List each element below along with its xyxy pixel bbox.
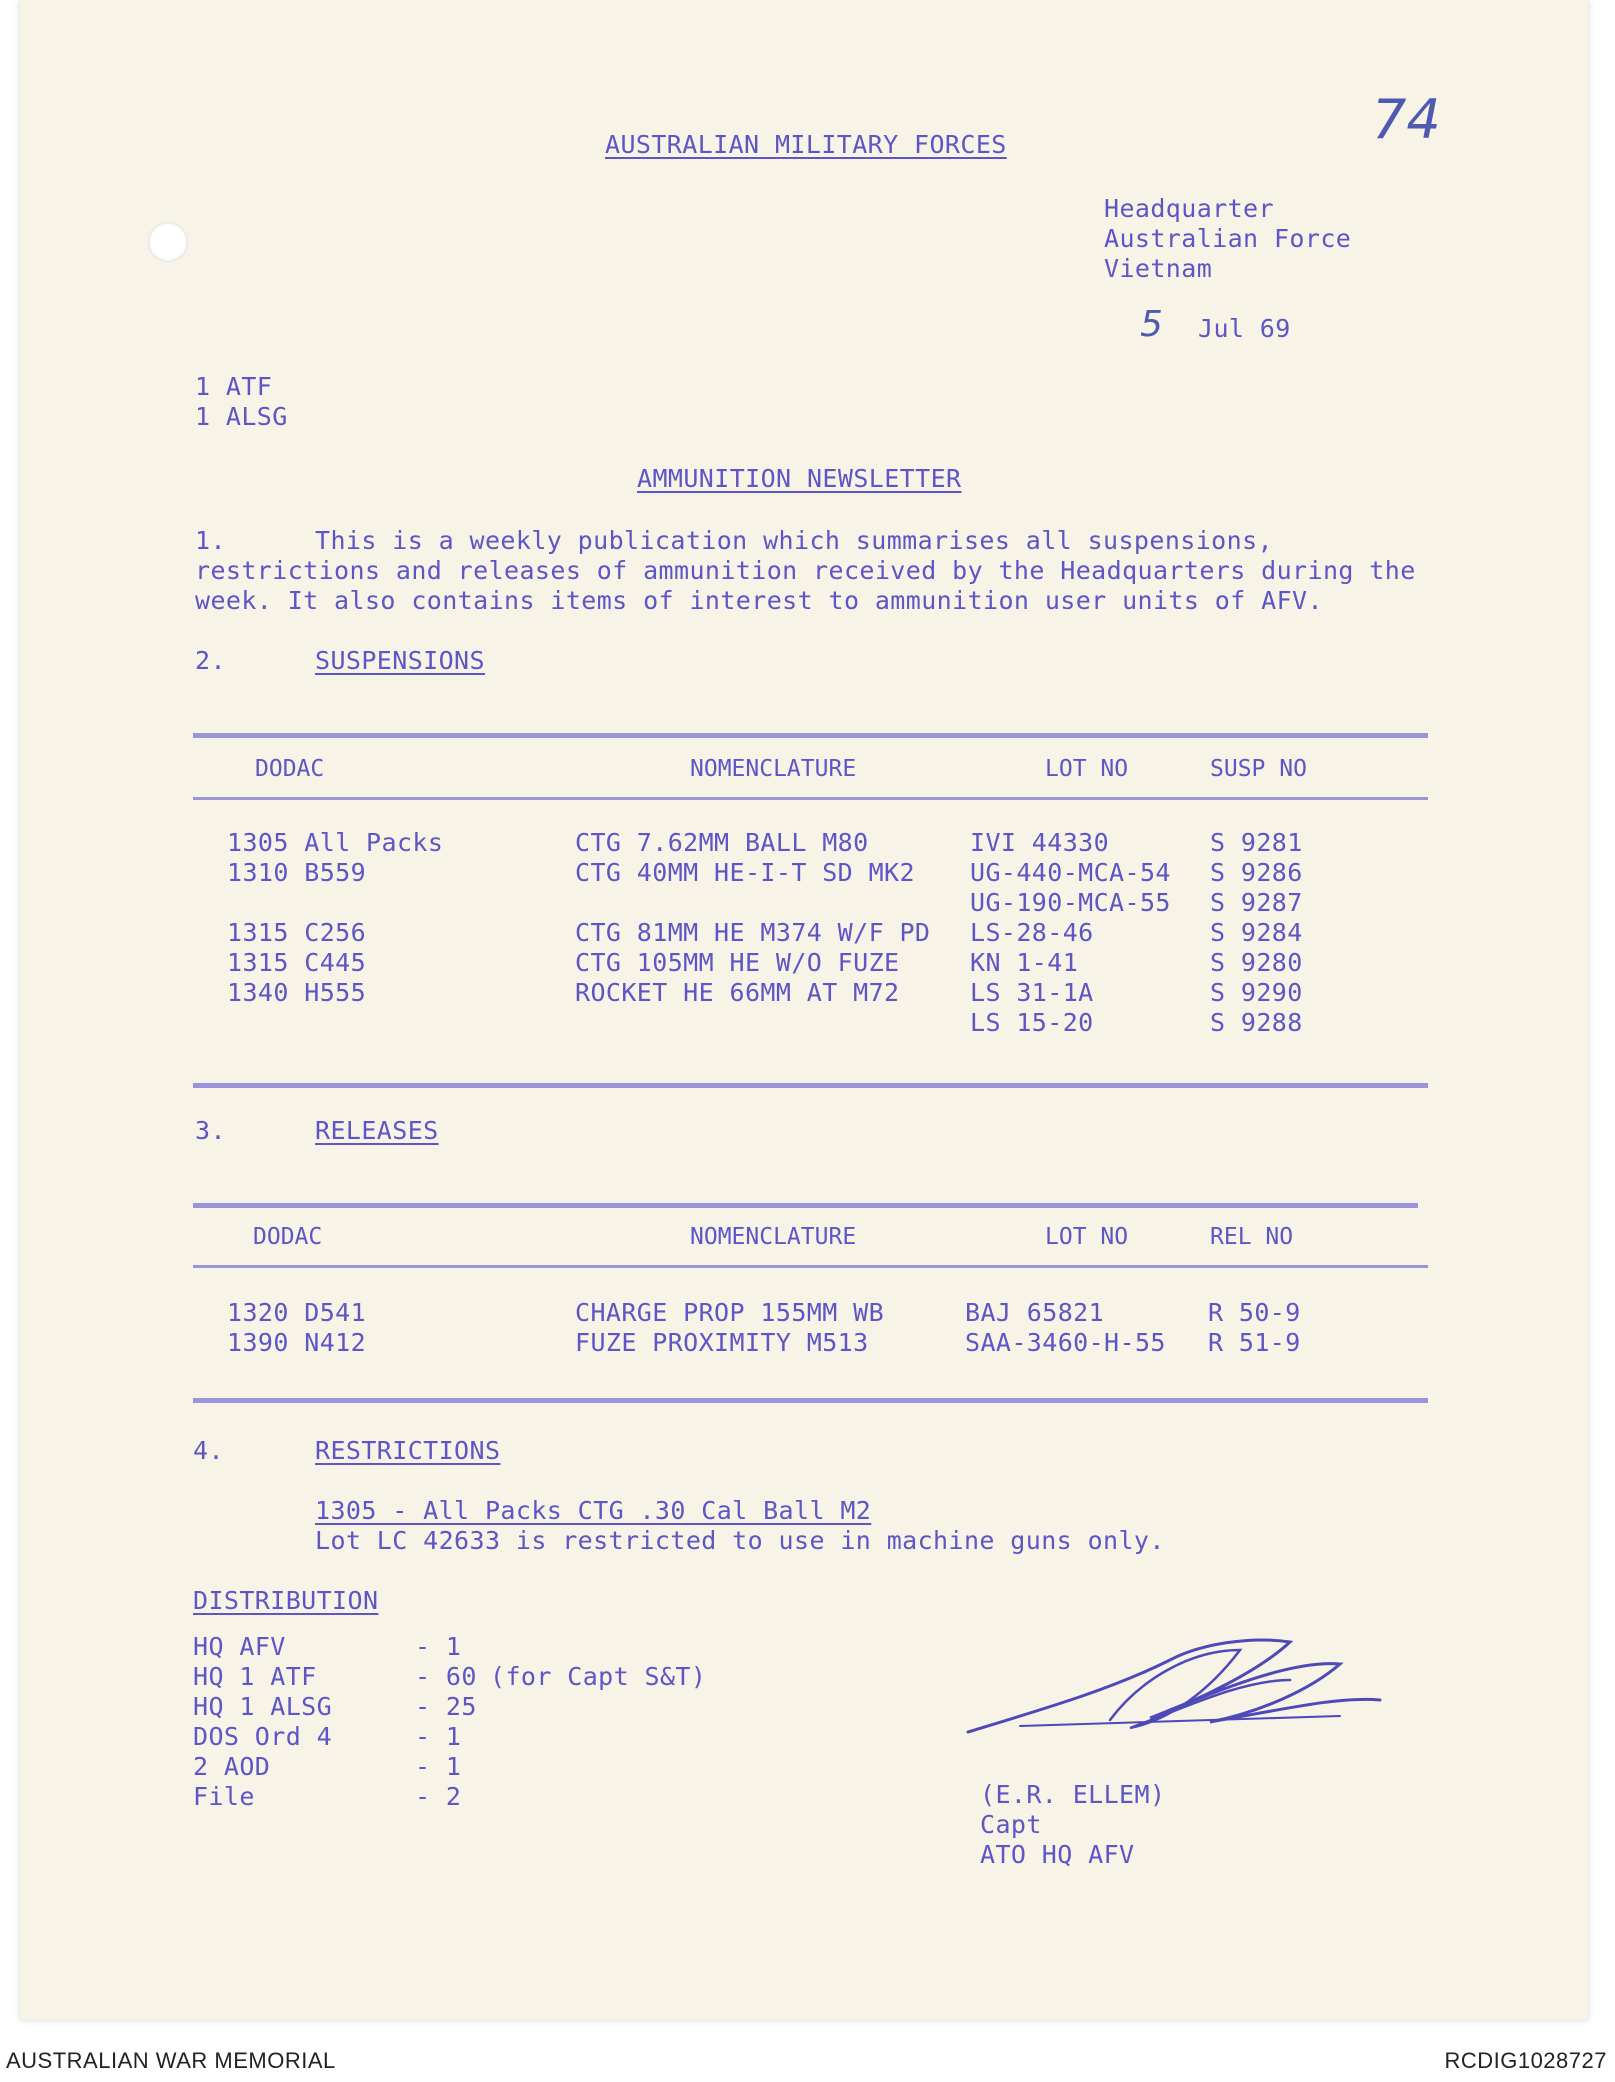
para-1-line-2: restrictions and releases of ammunition received by the Headquarters during the bbox=[195, 556, 1416, 585]
signatory-rank: Capt bbox=[980, 1810, 1042, 1839]
para-1-number: 1. bbox=[195, 526, 226, 555]
suspensions-col-nomenclature: NOMENCLATURE bbox=[690, 756, 857, 782]
lot-cell: LS 15-20 bbox=[970, 1008, 1094, 1037]
page-number-annotation: 74 bbox=[1372, 88, 1441, 151]
dodac-cell: 1305 All Packs bbox=[227, 828, 444, 857]
document-page bbox=[20, 0, 1588, 2020]
lot-cell: IVI 44330 bbox=[970, 828, 1110, 857]
distribution-unit: File bbox=[193, 1782, 255, 1811]
nomenclature-cell: ROCKET HE 66MM AT M72 bbox=[575, 978, 900, 1007]
susp-cell: S 9280 bbox=[1210, 948, 1303, 977]
releases-col-rel: REL NO bbox=[1210, 1224, 1294, 1250]
susp-cell: S 9290 bbox=[1210, 978, 1303, 1007]
handwritten-signature bbox=[960, 1630, 1390, 1740]
distribution-unit: DOS Ord 4 bbox=[193, 1722, 333, 1751]
dodac-cell: 1315 C445 bbox=[227, 948, 367, 977]
distribution-qty: - 25 bbox=[415, 1692, 477, 1721]
signatory-appointment: ATO HQ AFV bbox=[980, 1840, 1135, 1869]
suspensions-col-susp: SUSP NO bbox=[1210, 756, 1307, 782]
dodac-cell: 1320 D541 bbox=[227, 1298, 367, 1327]
releases-col-lot: LOT NO bbox=[1045, 1224, 1129, 1250]
suspensions-number: 2. bbox=[195, 646, 226, 675]
distribution-qty: - 1 bbox=[415, 1632, 462, 1661]
dodac-cell: 1315 C256 bbox=[227, 918, 367, 947]
lot-cell: UG-440-MCA-54 bbox=[970, 858, 1171, 887]
nomenclature-cell: FUZE PROXIMITY M513 bbox=[575, 1328, 869, 1357]
susp-cell: S 9284 bbox=[1210, 918, 1303, 947]
nomenclature-cell: CTG 7.62MM BALL M80 bbox=[575, 828, 869, 857]
restrictions-number: 4. bbox=[193, 1436, 224, 1465]
recipient-1: 1 ATF bbox=[195, 372, 273, 401]
releases-bottom-rule bbox=[193, 1398, 1428, 1403]
susp-cell: S 9286 bbox=[1210, 858, 1303, 887]
dodac-cell: 1390 N412 bbox=[227, 1328, 367, 1357]
distribution-qty: - 1 bbox=[415, 1722, 462, 1751]
distribution-unit: HQ AFV bbox=[193, 1632, 286, 1661]
distribution-unit: HQ 1 ALSG bbox=[193, 1692, 333, 1721]
restriction-item-text: Lot LC 42633 is restricted to use in machine guns only. bbox=[315, 1526, 1165, 1555]
punch-hole bbox=[148, 222, 188, 262]
lot-cell: UG-190-MCA-55 bbox=[970, 888, 1171, 917]
susp-cell: S 9287 bbox=[1210, 888, 1303, 917]
lot-cell: LS 31-1A bbox=[970, 978, 1094, 1007]
suspensions-col-dodac: DODAC bbox=[255, 756, 325, 782]
distribution-qty: - 60 bbox=[415, 1662, 477, 1691]
susp-cell: S 9288 bbox=[1210, 1008, 1303, 1037]
date-day: 5 bbox=[1140, 304, 1163, 345]
address-line-3: Vietnam bbox=[1104, 254, 1213, 283]
distribution-note: (for Capt S&T) bbox=[490, 1662, 707, 1691]
dodac-cell: 1340 H555 bbox=[227, 978, 367, 1007]
nomenclature-cell: CTG 81MM HE M374 W/F PD bbox=[575, 918, 931, 947]
para-1-line-1: This is a weekly publication which summarises all suspensions, bbox=[315, 526, 1273, 555]
para-1-line-3: week. It also contains items of interest to ammunition user units of AFV. bbox=[195, 586, 1323, 615]
distribution-unit: 2 AOD bbox=[193, 1752, 271, 1781]
nomenclature-cell: CHARGE PROP 155MM WB bbox=[575, 1298, 885, 1327]
subject-heading: AMMUNITION NEWSLETTER bbox=[637, 464, 962, 493]
distribution-qty: - 2 bbox=[415, 1782, 462, 1811]
nomenclature-cell: CTG 40MM HE-I-T SD MK2 bbox=[575, 858, 915, 887]
rel-cell: R 50-9 bbox=[1208, 1298, 1301, 1327]
restrictions-heading: RESTRICTIONS bbox=[315, 1436, 501, 1465]
suspensions-heading: SUSPENSIONS bbox=[315, 646, 485, 675]
suspensions-top-rule bbox=[193, 733, 1428, 738]
lot-cell: KN 1-41 bbox=[970, 948, 1079, 977]
suspensions-header-rule bbox=[193, 797, 1428, 800]
releases-header-rule bbox=[193, 1265, 1428, 1268]
distribution-qty: - 1 bbox=[415, 1752, 462, 1781]
rel-cell: R 51-9 bbox=[1208, 1328, 1301, 1357]
releases-col-dodac: DODAC bbox=[253, 1224, 323, 1250]
susp-cell: S 9281 bbox=[1210, 828, 1303, 857]
recipient-2: 1 ALSG bbox=[195, 402, 288, 431]
suspensions-bottom-rule bbox=[193, 1083, 1428, 1088]
releases-number: 3. bbox=[195, 1116, 226, 1145]
lot-cell: BAJ 65821 bbox=[965, 1298, 1105, 1327]
signatory-name: (E.R. ELLEM) bbox=[980, 1780, 1166, 1809]
restriction-item-title: 1305 - All Packs CTG .30 Cal Ball M2 bbox=[315, 1496, 872, 1525]
address-line-1: Headquarter bbox=[1104, 194, 1274, 223]
releases-heading: RELEASES bbox=[315, 1116, 439, 1145]
address-line-2: Australian Force bbox=[1104, 224, 1352, 253]
lot-cell: LS-28-46 bbox=[970, 918, 1094, 947]
releases-top-rule bbox=[193, 1203, 1418, 1208]
footer-right: RCDIG1028727 bbox=[1444, 2048, 1607, 2073]
suspensions-col-lot: LOT NO bbox=[1045, 756, 1129, 782]
nomenclature-cell: CTG 105MM HE W/O FUZE bbox=[575, 948, 900, 977]
lot-cell: SAA-3460-H-55 bbox=[965, 1328, 1166, 1357]
dodac-cell: 1310 B559 bbox=[227, 858, 367, 887]
date-month-year: Jul 69 bbox=[1198, 314, 1291, 343]
distribution-unit: HQ 1 ATF bbox=[193, 1662, 317, 1691]
document-title: AUSTRALIAN MILITARY FORCES bbox=[605, 130, 1007, 159]
releases-col-nomenclature: NOMENCLATURE bbox=[690, 1224, 857, 1250]
footer-left: AUSTRALIAN WAR MEMORIAL bbox=[6, 2048, 336, 2073]
distribution-heading: DISTRIBUTION bbox=[193, 1586, 379, 1615]
